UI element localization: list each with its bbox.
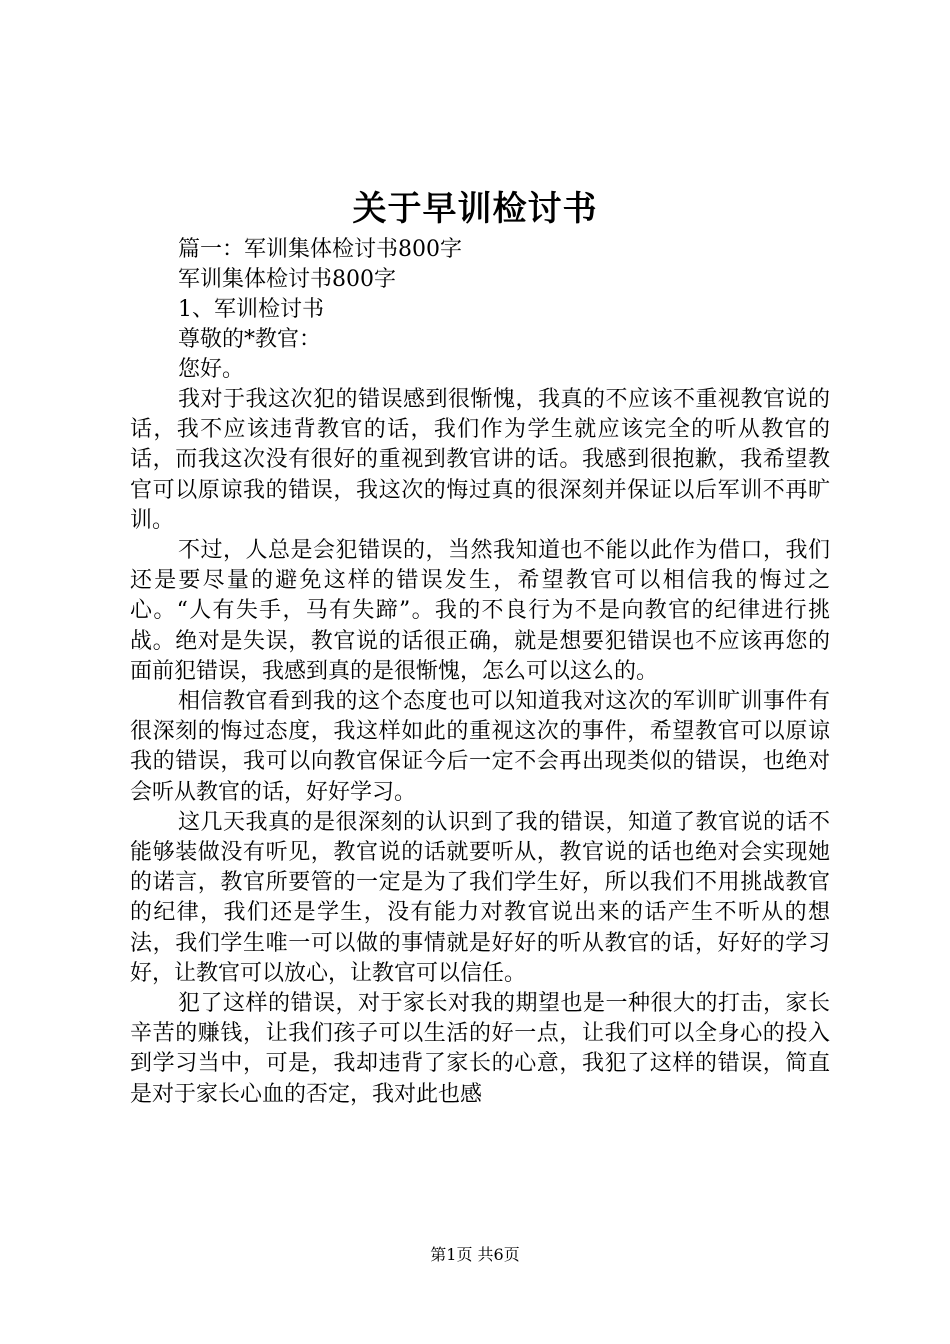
body-paragraph-4: 这几天我真的是很深刻的认识到了我的错误，知道了教官说的话不能够装做没有听见，教官说的话就要听从，教官说的话也绝对会实现她的诺言，教官所要管的一定是为了我们学生好，所以我们不用挑战教官的纪律，我们还是学生，没有能力对教官说出来的话产生不听从的想法，我们学生唯一可以做的事情就是好好的听从教官的话，好好的学习好，让教官可以放心，让教官可以信任。 [130,809,830,986]
document-body [130,235,830,1110]
body-paragraph-2: 不过，人总是会犯错误的，当然我知道也不能以此作为借口，我们还是要尽量的避免这样的错误发生，希望教官可以相信我的悔过之心。“人有失手，马有失蹄”。我的不良行为不是向教官的纪律进行挑战。绝对是失误，教官说的话很正确，就是想要犯错误也不应该再您的面前犯错误，我感到真的是很惭愧，怎么可以这么的。 [130,538,830,684]
header-line-salutation: 尊敬的*教官： [178,327,322,352]
body-paragraph-5: 犯了这样的错误，对于家长对我的期望也是一种很大的打击，家长辛苦的赚钱，让我们孩子可以生活的好一点，让我们可以全身心的投入到学习当中，可是，我却违背了家长的心意，我犯了这样的错误，简直是对于家长心血的否定，我对此也感 [130,991,830,1107]
document-title: 关于早训检讨书 [352,189,598,229]
page-footer: 第1页 共6页 [430,1245,520,1264]
body-paragraph-3: 相信教官看到我的这个态度也可以知道我对这次的军训旷训事件有很深刻的悔过态度，我这样如此的重视这次的事件，希望教官可以原谅我的错误，我可以向教官保证今后一定不会再出现类似的错误，也绝对会听从教官的话，好好学习。 [130,689,830,805]
header-line-section: 1、军训检讨书 [178,297,324,322]
body-paragraph-1: 我对于我这次犯的错误感到很惭愧，我真的不应该不重视教官说的话，我不应该违背教官的话，我们作为学生就应该完全的听从教官的话，而我这次没有很好的重视到教官讲的话。我感到很抱歉，我希望教官可以原谅我的错误，我这次的悔过真的很深刻并保证以后军训不再旷训。 [130,387,830,533]
header-line-heading: 篇一：军训集体检讨书800字 [178,237,462,262]
header-line-subheading: 军训集体检讨书800字 [178,267,396,292]
header-line-greeting: 您好。 [178,357,245,382]
